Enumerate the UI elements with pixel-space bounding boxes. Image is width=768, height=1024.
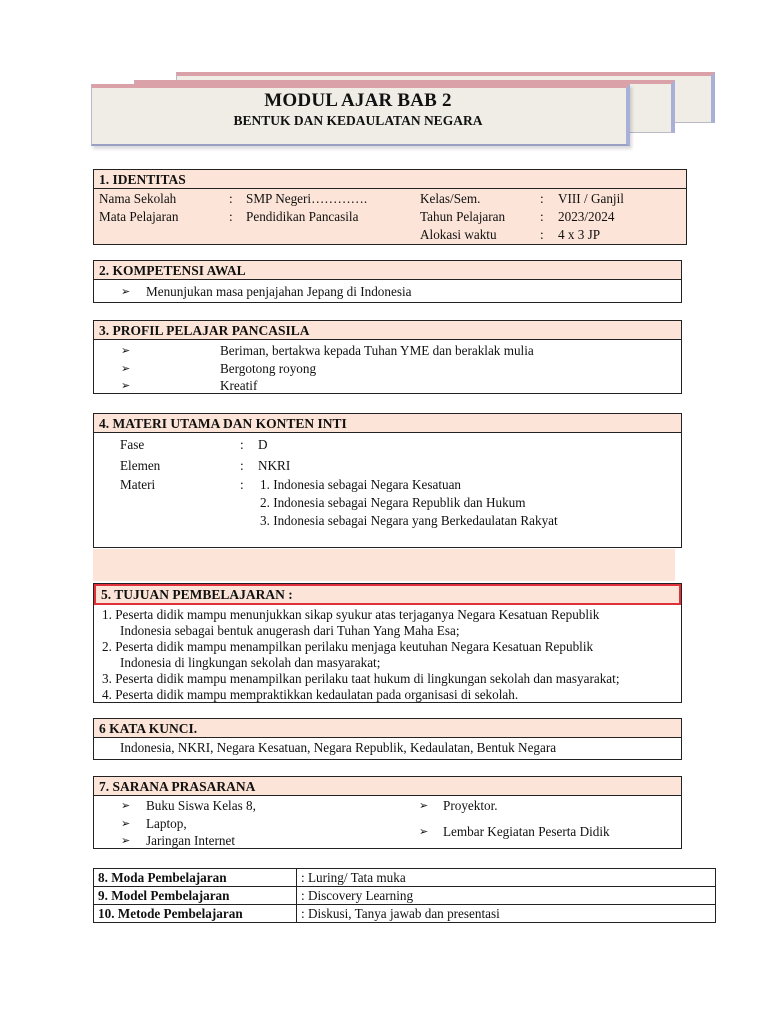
tujuan-line: 2. Peserta didik mampu menampilkan perilaku menjaga keutuhan Negara Kesatuan Republik — [102, 639, 594, 654]
tujuan-line: 3. Peserta didik mampu menampilkan perilaku taat hukum di lingkungan sekolah dan masyarakat; — [102, 671, 620, 686]
sarana-item: Jaringan Internet — [146, 833, 235, 848]
arrow-icon: ➢ — [121, 286, 131, 298]
kata-kunci-heading: 6 KATA KUNCI. — [94, 719, 681, 738]
arrow-icon: ➢ — [121, 818, 131, 830]
fase-sep: : — [240, 437, 244, 452]
table-row — [94, 869, 716, 887]
table-cell-value: : Luring/ Tata muka — [297, 869, 716, 887]
materi-item: 3. Indonesia sebagai Negara yang Berkedaulatan Rakyat — [260, 513, 558, 528]
arrow-icon: ➢ — [121, 800, 131, 812]
tujuan-line: Indonesia di lingkungan sekolah dan masyarakat; — [120, 655, 381, 670]
kelas-label: Kelas/Sem. — [420, 191, 481, 206]
spacer-band — [93, 549, 675, 581]
kompetensi-heading: 2. KOMPETENSI AWAL — [94, 261, 681, 280]
materi-item: 1. Indonesia sebagai Negara Kesatuan — [260, 477, 462, 492]
arrow-icon: ➢ — [121, 345, 131, 357]
elemen-sep: : — [240, 458, 244, 473]
kompetensi-item: Menunjukan masa penjajahan Jepang di Indonesia — [146, 284, 412, 299]
kelas-value: VIII / Ganjil — [558, 191, 624, 206]
arrow-icon: ➢ — [419, 826, 429, 838]
arrow-icon: ➢ — [121, 835, 131, 847]
tujuan-line: 4. Peserta didik mampu mempraktikkan kedaulatan pada organisasi di sekolah. — [102, 687, 519, 702]
kata-kunci-text: Indonesia, NKRI, Negara Kesatuan, Negara Republik, Kedaulatan, Bentuk Negara — [120, 740, 557, 755]
elemen-value: NKRI — [258, 458, 291, 473]
sarana-item: Laptop, — [146, 816, 187, 831]
table-cell-label: 10. Metode Pembelajaran — [94, 905, 297, 923]
alokasi-label: Alokasi waktu — [420, 227, 497, 242]
alokasi-value: 4 x 3 JP — [558, 227, 601, 242]
kelas-sep: : — [540, 191, 544, 206]
materi-label: Materi — [120, 477, 156, 492]
table-row — [94, 905, 716, 923]
arrow-icon: ➢ — [121, 363, 131, 375]
mata-pelajaran-value: Pendidikan Pancasila — [246, 209, 359, 224]
sarana-item: Buku Siswa Kelas 8, — [146, 798, 256, 813]
sarana-item: Proyektor. — [443, 798, 498, 813]
tahun-value: 2023/2024 — [558, 209, 615, 224]
fase-value: D — [258, 437, 268, 452]
profil-item: Beriman, bertakwa kepada Tuhan YME dan beraklak mulia — [220, 343, 534, 358]
tahun-label: Tahun Pelajaran — [420, 209, 506, 224]
page-subtitle: BENTUK DAN KEDAULATAN NEGARA — [233, 113, 483, 128]
materi-item: 2. Indonesia sebagai Negara Republik dan Hukum — [260, 495, 526, 510]
sarana-heading: 7. SARANA PRASARANA — [94, 777, 681, 796]
identitas-heading: 1. IDENTITAS — [94, 170, 686, 189]
profil-item: Kreatif — [220, 378, 258, 393]
table-row — [94, 887, 716, 905]
arrow-icon: ➢ — [121, 380, 131, 392]
sarana-item: Lembar Kegiatan Peserta Didik — [443, 824, 610, 839]
table-cell-value: : Diskusi, Tanya jawab dan presentasi — [297, 905, 716, 923]
tujuan-line: 1. Peserta didik mampu menunjukkan sikap syukur atas terjaganya Negara Kesatuan Republik — [102, 607, 600, 622]
mata-pelajaran-sep: : — [229, 209, 233, 224]
arrow-icon: ➢ — [419, 800, 429, 812]
nama-sekolah-label: Nama Sekolah — [99, 191, 177, 206]
elemen-label: Elemen — [120, 458, 161, 473]
profil-item: Bergotong royong — [220, 361, 317, 376]
nama-sekolah-value: SMP Negeri…………. — [246, 191, 368, 206]
tahun-sep: : — [540, 209, 544, 224]
pembelajaran-table — [93, 868, 716, 923]
mata-pelajaran-label: Mata Pelajaran — [99, 209, 179, 224]
table-cell-label: 8. Moda Pembelajaran — [94, 869, 297, 887]
alokasi-sep: : — [540, 227, 544, 242]
page-title: MODUL AJAR BAB 2 — [264, 90, 452, 111]
profil-heading: 3. PROFIL PELAJAR PANCASILA — [94, 321, 681, 340]
tujuan-line: Indonesia sebagai bentuk anugerash dari Tuhan Yang Maha Esa; — [120, 623, 460, 638]
fase-label: Fase — [120, 437, 145, 452]
table-cell-label: 9. Model Pembelajaran — [94, 887, 297, 905]
materi-heading: 4. MATERI UTAMA DAN KONTEN INTI — [94, 414, 681, 433]
tujuan-heading: 5. TUJUAN PEMBELAJARAN : — [94, 584, 681, 605]
nama-sekolah-sep: : — [229, 191, 233, 206]
materi-sep: : — [240, 477, 244, 492]
table-cell-value: : Discovery Learning — [297, 887, 716, 905]
